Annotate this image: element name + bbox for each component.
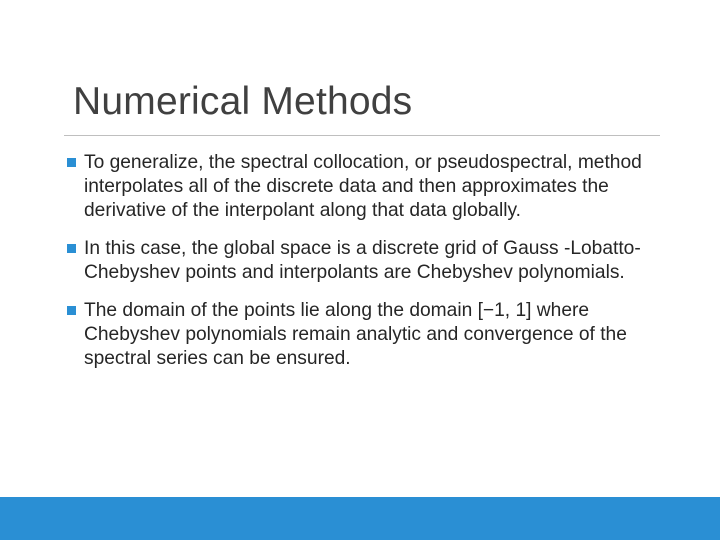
square-bullet-icon: [67, 244, 76, 253]
slide-title: Numerical Methods: [73, 80, 413, 123]
bullet-text: In this case, the global space is a discrete grid of Gauss -Lobatto-Chebyshev points and interpolants are Chebyshev polynomials.: [84, 238, 641, 283]
footer-accent-bar: [0, 497, 720, 540]
title-divider: [64, 135, 660, 136]
bullet-text: To generalize, the spectral collocation, or pseudospectral, method interpolates all of the discrete data and then approximates the derivative of the interpolant along that data globally.: [84, 152, 642, 221]
square-bullet-icon: [67, 306, 76, 315]
bullet-text: The domain of the points lie along the domain [−1, 1] where Chebyshev polynomials remain analytic and convergence of the spectral series can be ensured.: [84, 300, 627, 369]
bullet-list: [64, 151, 674, 385]
bullet-item: [64, 237, 674, 285]
square-bullet-icon: [67, 158, 76, 167]
bullet-item: [64, 151, 674, 223]
bullet-item: [64, 299, 674, 371]
